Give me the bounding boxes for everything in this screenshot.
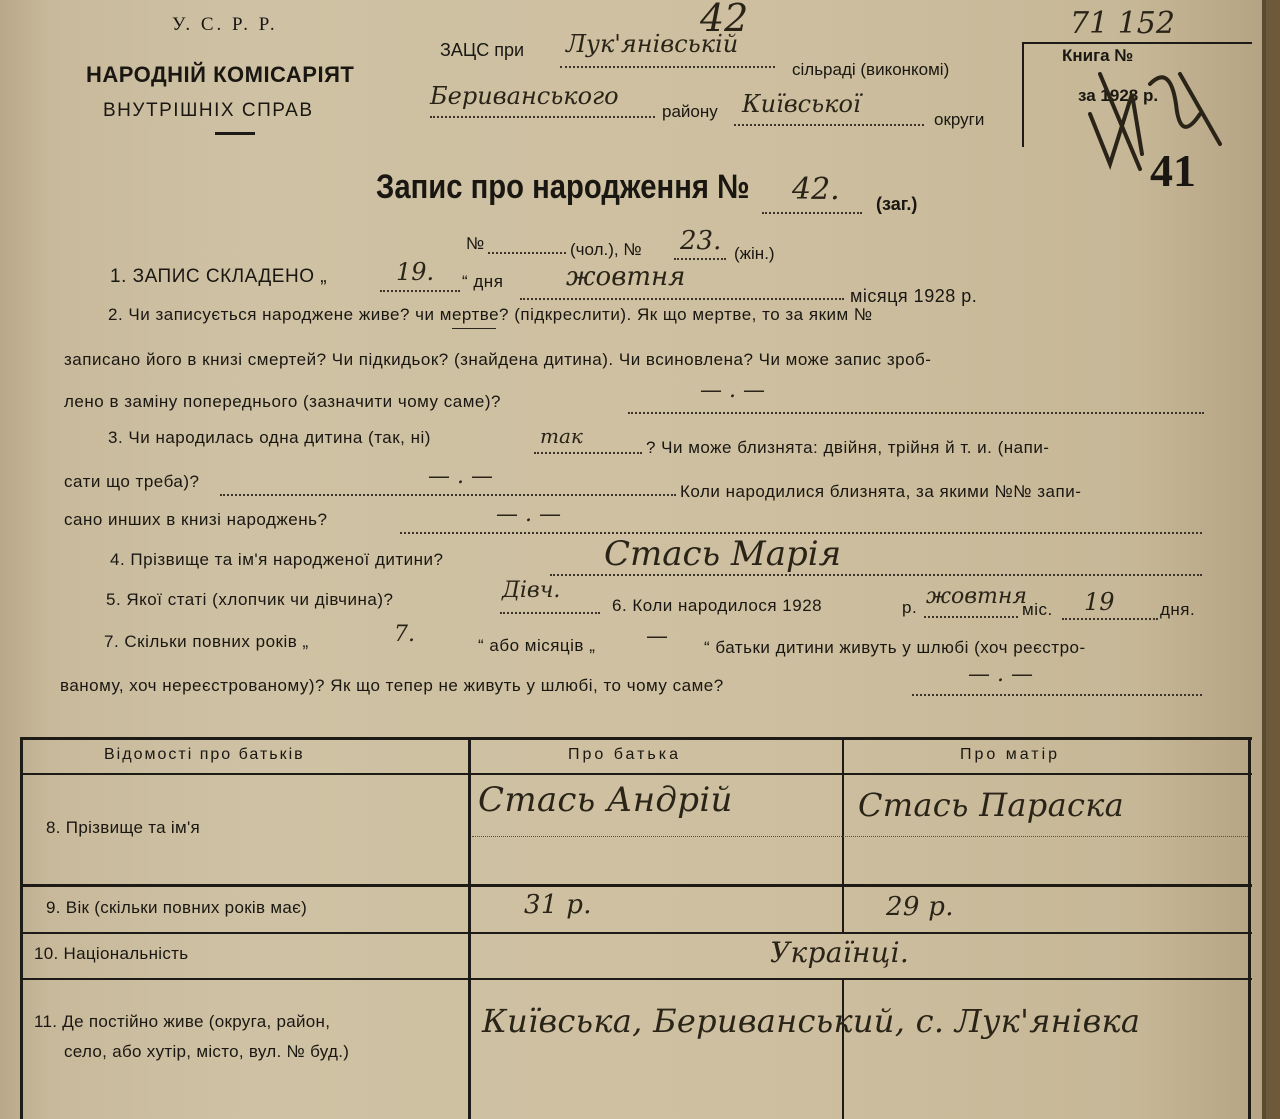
row8-father: Стась Андрій xyxy=(478,780,733,820)
top-number: 42 xyxy=(700,0,749,40)
item1-day-label: “ дня xyxy=(462,272,504,291)
count-male-label: (чол.), № xyxy=(570,240,642,259)
count-female-line xyxy=(674,258,726,260)
item7-value: — . — xyxy=(968,662,1033,687)
item5-line xyxy=(500,612,600,614)
item3-line3-a: сано инших в книзі народжень? xyxy=(64,510,328,529)
table-row9-bottom xyxy=(20,932,1252,934)
item7-years: 7. xyxy=(394,622,415,647)
ussr-label: У. С. Р. Р. xyxy=(172,14,278,35)
item2-alive-underline xyxy=(452,328,496,329)
item7-line1-a: 7. Скільки повних років „ xyxy=(104,632,309,651)
table-row8-bottom xyxy=(20,884,1252,887)
item5-label: 5. Якої статі (хлопчик чи дівчина)? xyxy=(106,590,394,609)
item4-label: 4. Прізвище та ім'я народженої дитини? xyxy=(110,550,444,569)
item1-day: 19. xyxy=(396,258,435,286)
row8-label: 8. Прізвище та ім'я xyxy=(46,818,201,837)
item1-day-line xyxy=(380,290,460,292)
item7-line1-b: “ або місяців „ xyxy=(478,636,596,655)
item7-line1-c: “ батьки дитини живуть у шлюбі (хоч реєстро- xyxy=(704,638,1086,657)
item6-month-line xyxy=(924,616,1018,618)
item6-day-line xyxy=(1062,618,1158,620)
okruha-value: Київської xyxy=(742,90,861,118)
row10-label: 10. Національність xyxy=(34,944,189,963)
item5-value: Дівч. xyxy=(502,578,561,603)
count-female-value: 23. xyxy=(680,226,722,256)
item1-label: 1. ЗАПИС СКЛАДЕНО „ xyxy=(110,266,328,287)
book-year: за 1928 р. xyxy=(1078,86,1159,105)
table-header-bottom xyxy=(20,773,1252,775)
item2-value: — . — xyxy=(700,378,765,403)
zags-prefix: ЗАЦС при xyxy=(440,40,525,60)
item6-day-label: дня. xyxy=(1160,600,1196,619)
item3-single-line xyxy=(534,452,642,454)
table-header-mother: Про матір xyxy=(960,746,1061,763)
raion-label: району xyxy=(662,102,718,121)
table-top xyxy=(20,737,1252,740)
raion-line xyxy=(430,116,655,118)
record-title: Запис про народження № xyxy=(376,168,750,206)
item3-single: так xyxy=(540,424,583,448)
item3-line3-value: — . — xyxy=(496,502,561,527)
table-col1 xyxy=(468,737,471,1119)
record-suffix: (заг.) xyxy=(876,194,918,214)
item7-line xyxy=(912,694,1202,696)
row8-inner-line xyxy=(472,836,1248,837)
table-row10-bottom xyxy=(20,978,1252,980)
table-right xyxy=(1248,737,1251,1119)
row9-mother: 29 р. xyxy=(886,892,954,922)
table-col2-top xyxy=(842,737,844,932)
stamp-number: 41 xyxy=(1150,145,1196,196)
item4-value: Стась Марія xyxy=(604,534,842,574)
row11-value: Київська, Бериванський, с. Лук'янівка xyxy=(482,1002,1141,1040)
table-header-father: Про батька xyxy=(568,746,681,763)
item2-line2: записано його в книзі смертей? Чи підкидьок? (знайдена дитина). Чи всиновлена? Чи може запис зроб- xyxy=(64,350,932,369)
item6-label: 6. Коли народилося 1928 xyxy=(612,596,823,615)
item3-line1-a: 3. Чи народилась одна дитина (так, ні) xyxy=(108,428,431,447)
item3-line2-value: — . — xyxy=(428,464,493,489)
item7-line2: ваному, хоч нереєстрованому)? Як що тепер не живуть у шлюбі, то чому саме? xyxy=(60,676,724,695)
raion-value: Бериванського xyxy=(430,82,619,110)
item3-line2-a: сати що треба)? xyxy=(64,472,200,491)
item3-line1-b: ? Чи може близнята: двійня, трійня й т. и. (напи- xyxy=(646,438,1050,457)
item2-line3: лено в заміну попереднього (зазначити чому саме)? xyxy=(64,392,501,411)
record-number: 42. xyxy=(792,172,840,207)
count-female-label: (жін.) xyxy=(734,244,775,263)
item6-year-label: р. xyxy=(902,598,918,617)
book-box-top xyxy=(1022,42,1252,44)
table-col2-bottom xyxy=(842,978,844,1119)
item6-month-label: міс. xyxy=(1022,600,1053,619)
table-left xyxy=(20,737,23,1119)
zags-village: Лук'янівській xyxy=(566,30,739,58)
count-no: № xyxy=(466,234,485,253)
item7-months: — xyxy=(646,624,668,649)
zags-suffix: сільраді (виконкомі) xyxy=(792,60,950,79)
item1-month: жовтня xyxy=(566,262,686,292)
row9-father: 31 р. xyxy=(524,890,592,920)
row11-label-line1: 11. Де постійно живе (округа, район, xyxy=(34,1012,331,1031)
item1-month-line xyxy=(520,298,844,300)
item1-month-label: місяця 1928 р. xyxy=(850,286,978,306)
commissariat-subtitle: ВНУТРІШНІХ СПРАВ xyxy=(103,100,314,121)
count-male-line xyxy=(488,252,566,254)
item3-line2-b: Коли народилися близнята, за якими №№ запи- xyxy=(680,482,1082,501)
row9-label: 9. Вік (скільки повних років має) xyxy=(46,898,308,917)
row10-value: Українці. xyxy=(770,936,910,969)
table-header-info: Відомості про батьків xyxy=(104,746,305,763)
item2-line1: 2. Чи записується народжене живе? чи мертве? (підкреслити). Як що мертве, то за яким № xyxy=(108,305,873,324)
record-number-line xyxy=(762,212,862,214)
item6-month: жовтня xyxy=(926,584,1027,609)
item4-line xyxy=(550,574,1202,576)
book-box-left xyxy=(1022,42,1024,147)
zags-village-line xyxy=(560,66,775,68)
row11-label-line2: село, або хутір, місто, вул. № буд.) xyxy=(64,1042,350,1061)
okruha-line xyxy=(734,124,924,126)
book-label: Книга № xyxy=(1062,46,1134,65)
row8-mother: Стась Параска xyxy=(858,786,1124,824)
item6-day: 19 xyxy=(1084,588,1115,616)
commissariat-title: НАРОДНІЙ КОМІСАРІЯТ xyxy=(86,62,355,87)
top-right-number: 71 152 xyxy=(1070,6,1175,41)
header-divider xyxy=(215,132,255,135)
item2-line xyxy=(628,412,1204,414)
item3-line2-dots xyxy=(220,494,676,496)
okruha-label: округи xyxy=(934,110,985,129)
